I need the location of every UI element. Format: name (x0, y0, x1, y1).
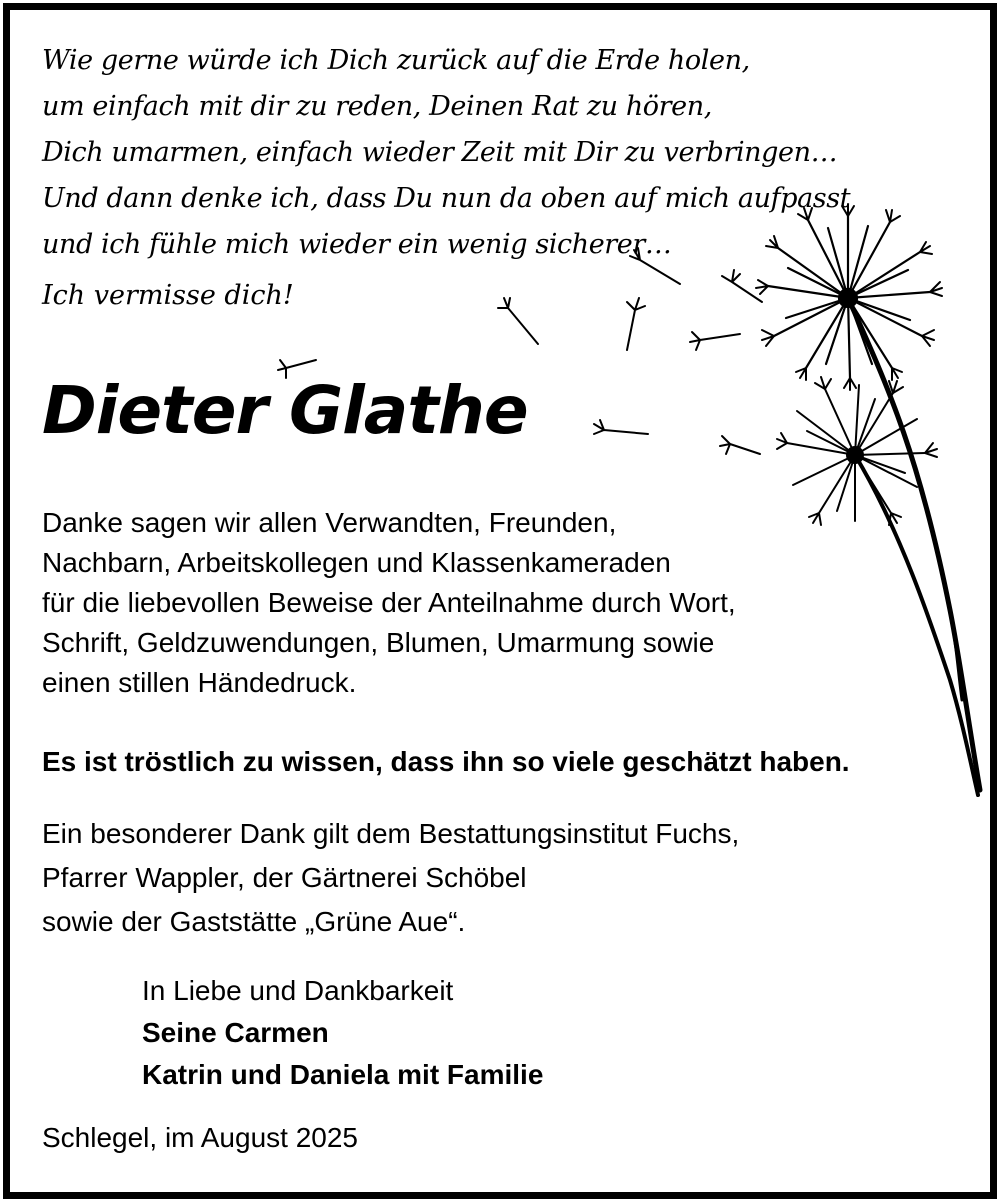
poem-closing-line: Ich vermisse dich! (42, 280, 294, 311)
signature-intro: In Liebe und Dankbarkeit (142, 975, 454, 1006)
flying-seed-icon (276, 350, 326, 380)
thanks-line: Nachbarn, Arbeitskollegen und Klassenkameraden (42, 547, 671, 578)
poem-line: Und dann denke ich, dass Du nun da oben auf mich aufpasst (42, 183, 851, 214)
thanks-paragraph (42, 503, 872, 703)
thanks-line: für die liebevollen Beweise der Anteilnahme durch Wort, (42, 587, 736, 618)
dandelion-illustration-icon (480, 200, 990, 800)
signature-name: Katrin und Daniela mit Familie (142, 1059, 544, 1090)
thanks-line: Schrift, Geldzuwendungen, Blumen, Umarmung sowie (42, 627, 715, 658)
thanks-line: einen stillen Händedruck. (42, 667, 357, 698)
poem-line: und ich fühle mich wieder ein wenig sicherer… (42, 229, 672, 260)
special-thanks-line: Pfarrer Wappler, der Gärtnerei Schöbel (42, 862, 527, 893)
special-thanks-line: Ein besonderer Dank gilt dem Bestattungsinstitut Fuchs, (42, 818, 740, 849)
poem-line: Wie gerne würde ich Dich zurück auf die Erde holen, (42, 45, 750, 76)
signature-block (142, 970, 543, 1096)
poem-line: um einfach mit dir zu reden, Deinen Rat zu hören, (42, 91, 712, 122)
deceased-name: Dieter Glathe (42, 372, 528, 449)
signature-name: Seine Carmen (142, 1017, 329, 1048)
special-thanks-paragraph (42, 812, 872, 944)
special-thanks-line: sowie der Gaststätte „Grüne Aue“. (42, 906, 466, 937)
poem-line: Dich umarmen, einfach wieder Zeit mit Dir zu verbringen… (42, 137, 838, 168)
thanks-line: Danke sagen wir allen Verwandten, Freunden, (42, 507, 617, 538)
comfort-statement: Es ist tröstlich zu wissen, dass ihn so viele geschätzt haben. (42, 746, 850, 777)
place-date: Schlegel, im August 2025 (42, 1122, 358, 1153)
